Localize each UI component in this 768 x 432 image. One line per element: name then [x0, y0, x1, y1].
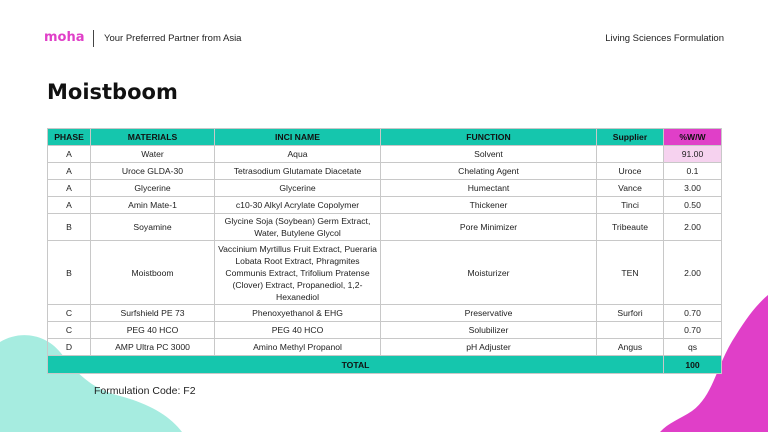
- cell-phase: D: [48, 339, 91, 356]
- cell-inci: PEG 40 HCO: [215, 322, 381, 339]
- total-label: TOTAL: [48, 356, 664, 374]
- cell-phase: A: [48, 197, 91, 214]
- cell-supplier: Tribeaute: [597, 214, 664, 241]
- cell-function: Solvent: [381, 146, 597, 163]
- cell-function: Thickener: [381, 197, 597, 214]
- header-wtw: %W/W: [664, 129, 722, 146]
- cell-phase: A: [48, 180, 91, 197]
- cell-material: Moistboom: [91, 241, 215, 305]
- table-row: [48, 241, 722, 305]
- cell-wtw: 3.00: [664, 180, 722, 197]
- cell-function: Humectant: [381, 180, 597, 197]
- cell-wtw: 91.00: [664, 146, 722, 163]
- cell-material: Water: [91, 146, 215, 163]
- cell-supplier: [597, 322, 664, 339]
- cell-wtw: 0.70: [664, 305, 722, 322]
- cell-phase: A: [48, 163, 91, 180]
- cell-function: Moisturizer: [381, 241, 597, 305]
- cell-wtw: 0.50: [664, 197, 722, 214]
- cell-function: Pore Minimizer: [381, 214, 597, 241]
- cell-phase: C: [48, 322, 91, 339]
- cell-material: Glycerine: [91, 180, 215, 197]
- cell-supplier: Surfori: [597, 305, 664, 322]
- cell-inci: Glycerine: [215, 180, 381, 197]
- cell-inci: Phenoxyethanol & EHG: [215, 305, 381, 322]
- cell-supplier: TEN: [597, 241, 664, 305]
- header-function: FUNCTION: [381, 129, 597, 146]
- moha-logo: [44, 30, 88, 44]
- svg-text:moha: moha: [44, 30, 85, 44]
- header: [0, 0, 768, 80]
- cell-inci: Vaccinium Myrtillus Fruit Extract, Pueraria Lobata Root Extract, Phragmites Communis Extract, Trifolium Pratense (Clover) Extract, Propanediol, 1,2-Hexanediol: [215, 241, 381, 305]
- section-label: Living Sciences Formulation: [605, 33, 724, 44]
- cell-function: Preservative: [381, 305, 597, 322]
- table-row: [48, 197, 722, 214]
- table-row: [48, 322, 722, 339]
- header-inci-name: INCI NAME: [215, 129, 381, 146]
- cell-supplier: Angus: [597, 339, 664, 356]
- formulation-code: Formulation Code: F2: [94, 385, 196, 397]
- cell-inci: Aqua: [215, 146, 381, 163]
- cell-wtw: 0.1: [664, 163, 722, 180]
- cell-supplier: Vance: [597, 180, 664, 197]
- cell-inci: Tetrasodium Glutamate Diacetate: [215, 163, 381, 180]
- table-row: [48, 146, 722, 163]
- formulation-table: [47, 128, 722, 374]
- cell-phase: A: [48, 146, 91, 163]
- cell-wtw: 0.70: [664, 322, 722, 339]
- cell-phase: C: [48, 305, 91, 322]
- cell-phase: B: [48, 214, 91, 241]
- table-row: [48, 214, 722, 241]
- total-row: [48, 356, 722, 374]
- table-row: [48, 163, 722, 180]
- cell-wtw: qs: [664, 339, 722, 356]
- cell-material: Uroce GLDA-30: [91, 163, 215, 180]
- cell-wtw: 2.00: [664, 214, 722, 241]
- tagline: Your Preferred Partner from Asia: [104, 33, 242, 44]
- header-divider: [93, 30, 94, 47]
- table-row: [48, 339, 722, 356]
- cell-inci: Glycine Soja (Soybean) Germ Extract, Water, Butylene Glycol: [215, 214, 381, 241]
- cell-phase: B: [48, 241, 91, 305]
- cell-supplier: Tinci: [597, 197, 664, 214]
- table-row: [48, 305, 722, 322]
- cell-material: Surfshield PE 73: [91, 305, 215, 322]
- cell-supplier: Uroce: [597, 163, 664, 180]
- cell-inci: c10-30 Alkyl Acrylate Copolymer: [215, 197, 381, 214]
- cell-function: Chelating Agent: [381, 163, 597, 180]
- cell-function: Solubilizer: [381, 322, 597, 339]
- cell-function: pH Adjuster: [381, 339, 597, 356]
- cell-material: PEG 40 HCO: [91, 322, 215, 339]
- header-phase: PHASE: [48, 129, 91, 146]
- table-row: [48, 180, 722, 197]
- header-supplier: Supplier: [597, 129, 664, 146]
- total-value: 100: [664, 356, 722, 374]
- table-header-row: [48, 129, 722, 146]
- cell-material: Soyamine: [91, 214, 215, 241]
- cell-material: AMP Ultra PC 3000: [91, 339, 215, 356]
- cell-supplier: [597, 146, 664, 163]
- cell-inci: Amino Methyl Propanol: [215, 339, 381, 356]
- cell-wtw: 2.00: [664, 241, 722, 305]
- page-title: Moistboom: [47, 80, 178, 104]
- cell-material: Amin Mate-1: [91, 197, 215, 214]
- header-materials: MATERIALS: [91, 129, 215, 146]
